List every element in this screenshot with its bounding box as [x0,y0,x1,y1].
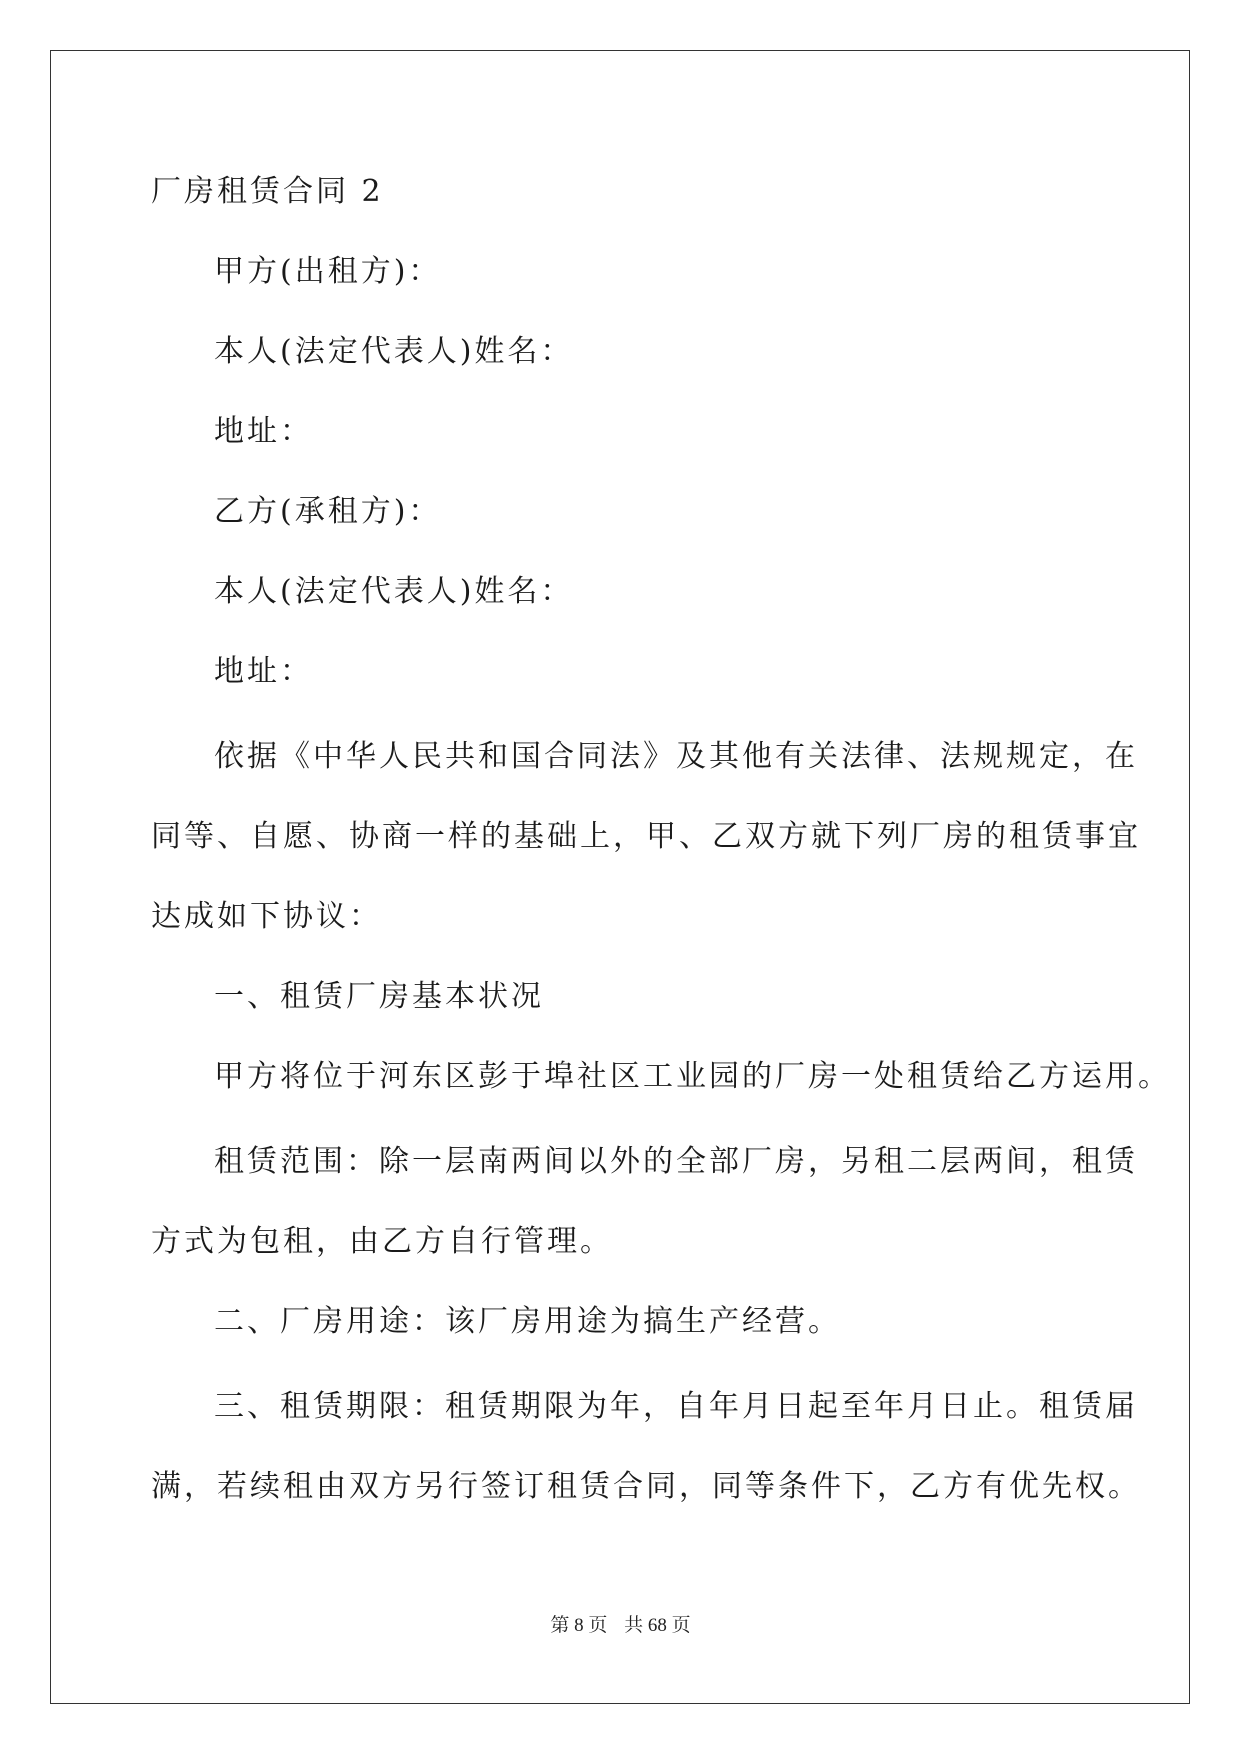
party-a-representative: 本人(法定代表人)姓名： [214,334,574,369]
section-2-paragraph: 二、厂房用途：该厂房用途为搞生产经营。 [214,1304,841,1339]
page-border [50,50,1190,1704]
document-title: 厂房租赁合同 2 [151,174,384,209]
page-footer [0,1610,1241,1637]
section-1-paragraph-1: 甲方将位于河东区彭于埠社区工业园的厂房一处租赁给乙方运用。 [214,1059,1171,1094]
section-1-heading: 一、租赁厂房基本状况 [214,979,544,1014]
preamble-line-3: 达成如下协议： [151,899,382,934]
party-a-heading: 甲方(出租方)： [214,254,442,289]
preamble-line-2: 同等、自愿、协商一样的基础上，甲、乙双方就下列厂房的租赁事宜 [151,819,1141,854]
preamble-line-1: 依据《中华人民共和国合同法》及其他有关法律、法规规定，在 [214,739,1138,774]
total-pages: 共 68 页 [624,1615,691,1636]
section-3-paragraph-line-1: 三、租赁期限：租赁期限为年，自年月日起至年月日止。租赁届 [214,1389,1138,1424]
page-number: 第 8 页 [550,1615,608,1636]
party-a-address: 地址： [214,414,313,449]
section-1-paragraph-2-line-1: 租赁范围：除一层南两间以外的全部厂房，另租二层两间，租赁 [214,1144,1138,1179]
party-b-representative: 本人(法定代表人)姓名： [214,574,574,609]
party-b-address: 地址： [214,654,313,689]
party-b-heading: 乙方(承租方)： [214,494,442,529]
section-3-paragraph-line-2: 满，若续租由双方另行签订租赁合同，同等条件下，乙方有优先权。 [151,1469,1141,1504]
section-1-paragraph-2-line-2: 方式为包租，由乙方自行管理。 [151,1224,613,1259]
